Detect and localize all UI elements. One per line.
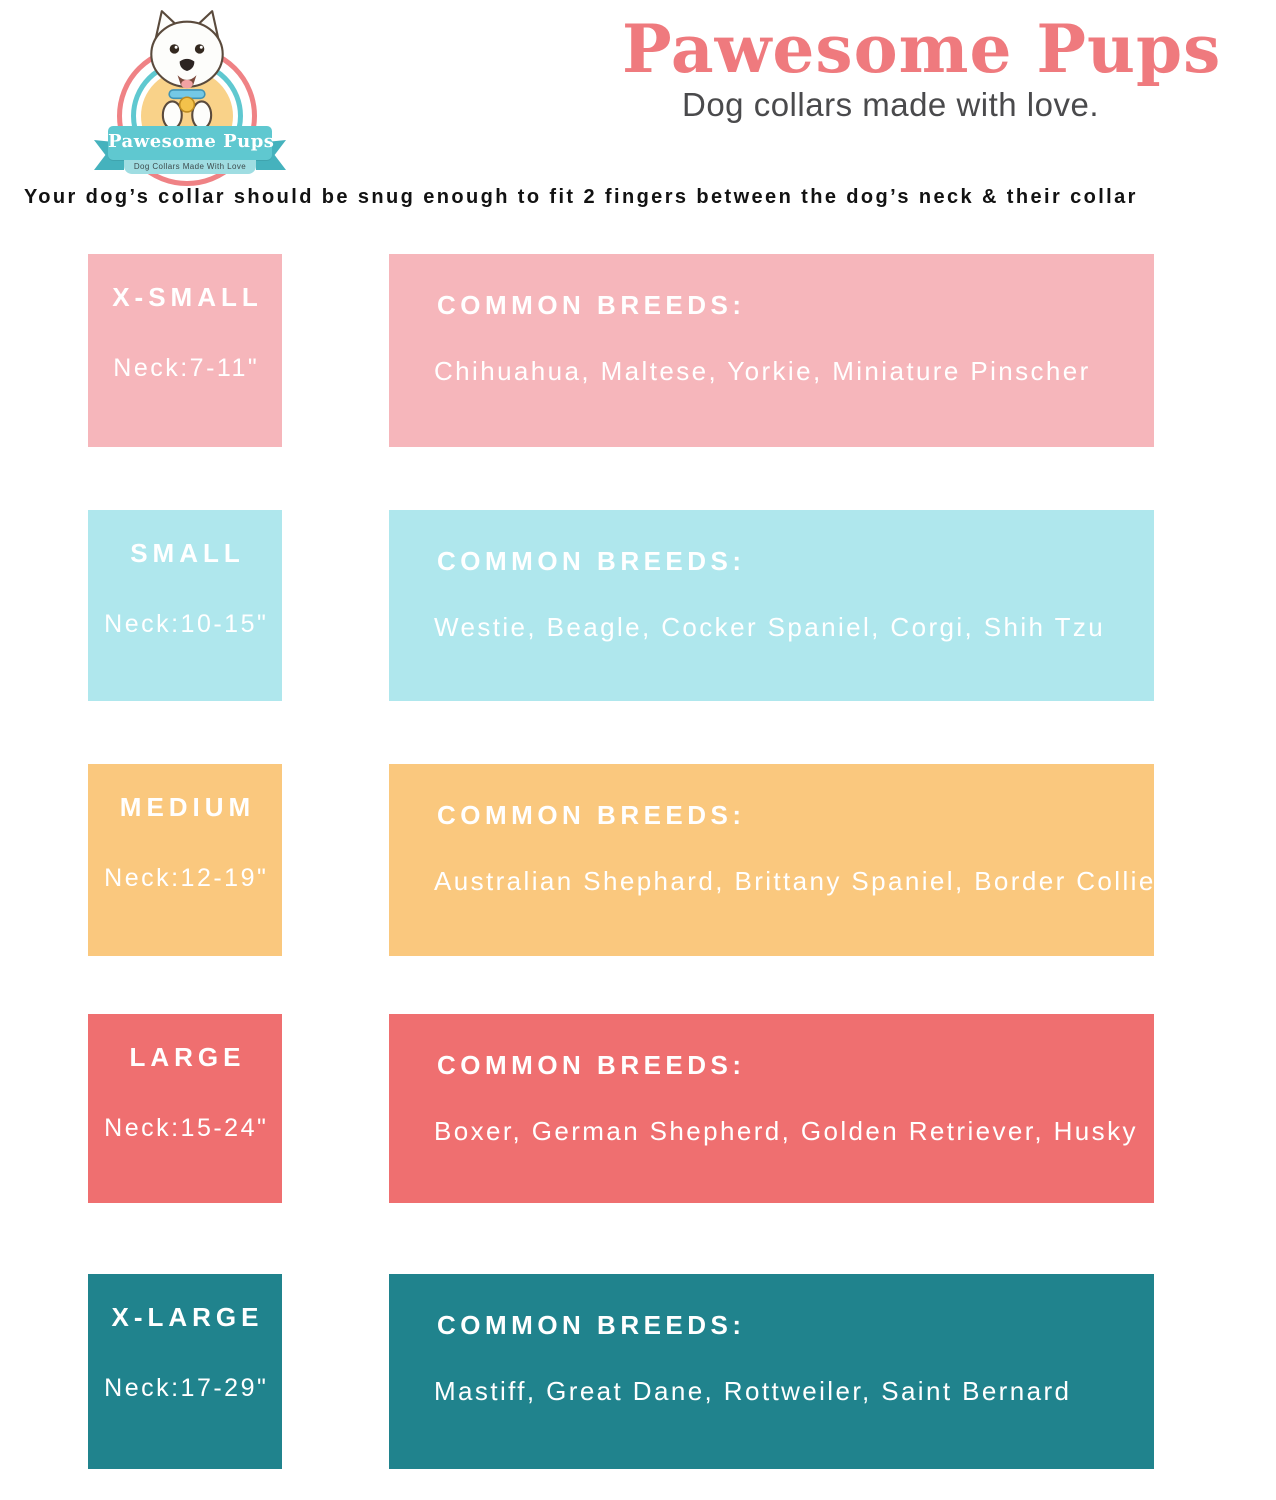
size-row-large [0,1014,1276,1203]
logo-banner-subtitle: Dog Collars Made With Love [133,162,247,171]
size-label: SMALL [130,538,245,568]
logo-ribbon [94,122,286,176]
size-block-small [88,510,282,701]
size-block-xsmall [88,254,282,447]
fit-note: Your dog’s collar should be snug enough to fit 2 fingers between the dog’s neck & their collar [24,186,1138,208]
ribbon-sub-strip [124,160,256,174]
neck-range: Neck:17-29" [104,1374,269,1402]
breeds-heading: COMMON BREEDS: [437,290,746,320]
size-row-xlarge [0,1274,1276,1469]
breeds-heading: COMMON BREEDS: [437,546,746,576]
breeds-block-medium [389,764,1154,956]
brand-logo [96,6,284,176]
breeds-list: Boxer, German Shepherd, Golden Retriever, Husky [434,1116,1138,1146]
breeds-block-small [389,510,1154,701]
size-label: MEDIUM [119,792,256,822]
neck-range: Neck:10-15" [104,610,269,638]
brand-title: Pawesome Pups [622,10,1222,88]
neck-range: Neck:15-24" [104,1114,269,1142]
brand-subtitle: Dog collars made with love. [682,86,1100,124]
breeds-block-xsmall [389,254,1154,447]
breeds-list: Australian Shephard, Brittany Spaniel, Border Collie [434,866,1156,896]
neck-range: Neck:12-19" [104,864,269,892]
size-row-medium [0,764,1276,956]
size-row-small [0,510,1276,701]
size-label: X-LARGE [111,1302,264,1332]
size-row-xsmall [0,254,1276,447]
ribbon-band [108,126,275,160]
breeds-block-large [389,1014,1154,1203]
breeds-list: Westie, Beagle, Cocker Spaniel, Corgi, Shih Tzu [434,612,1106,642]
neck-range: Neck:7-11" [113,354,260,382]
size-block-medium [88,764,282,956]
size-label: X-SMALL [112,282,263,312]
logo-banner-title: Pawesome Pups [108,131,275,152]
westie-dog-icon [122,8,252,134]
breeds-block-xlarge [389,1274,1154,1469]
breeds-list: Chihuahua, Maltese, Yorkie, Miniature Pinscher [434,356,1091,386]
breeds-heading: COMMON BREEDS: [437,800,746,830]
brand-header [622,10,1222,124]
breeds-heading: COMMON BREEDS: [437,1050,746,1080]
size-block-xlarge [88,1274,282,1469]
breeds-heading: COMMON BREEDS: [437,1310,746,1340]
size-block-large [88,1014,282,1203]
size-label: LARGE [129,1042,246,1072]
breeds-list: Mastiff, Great Dane, Rottweiler, Saint Bernard [434,1376,1072,1406]
